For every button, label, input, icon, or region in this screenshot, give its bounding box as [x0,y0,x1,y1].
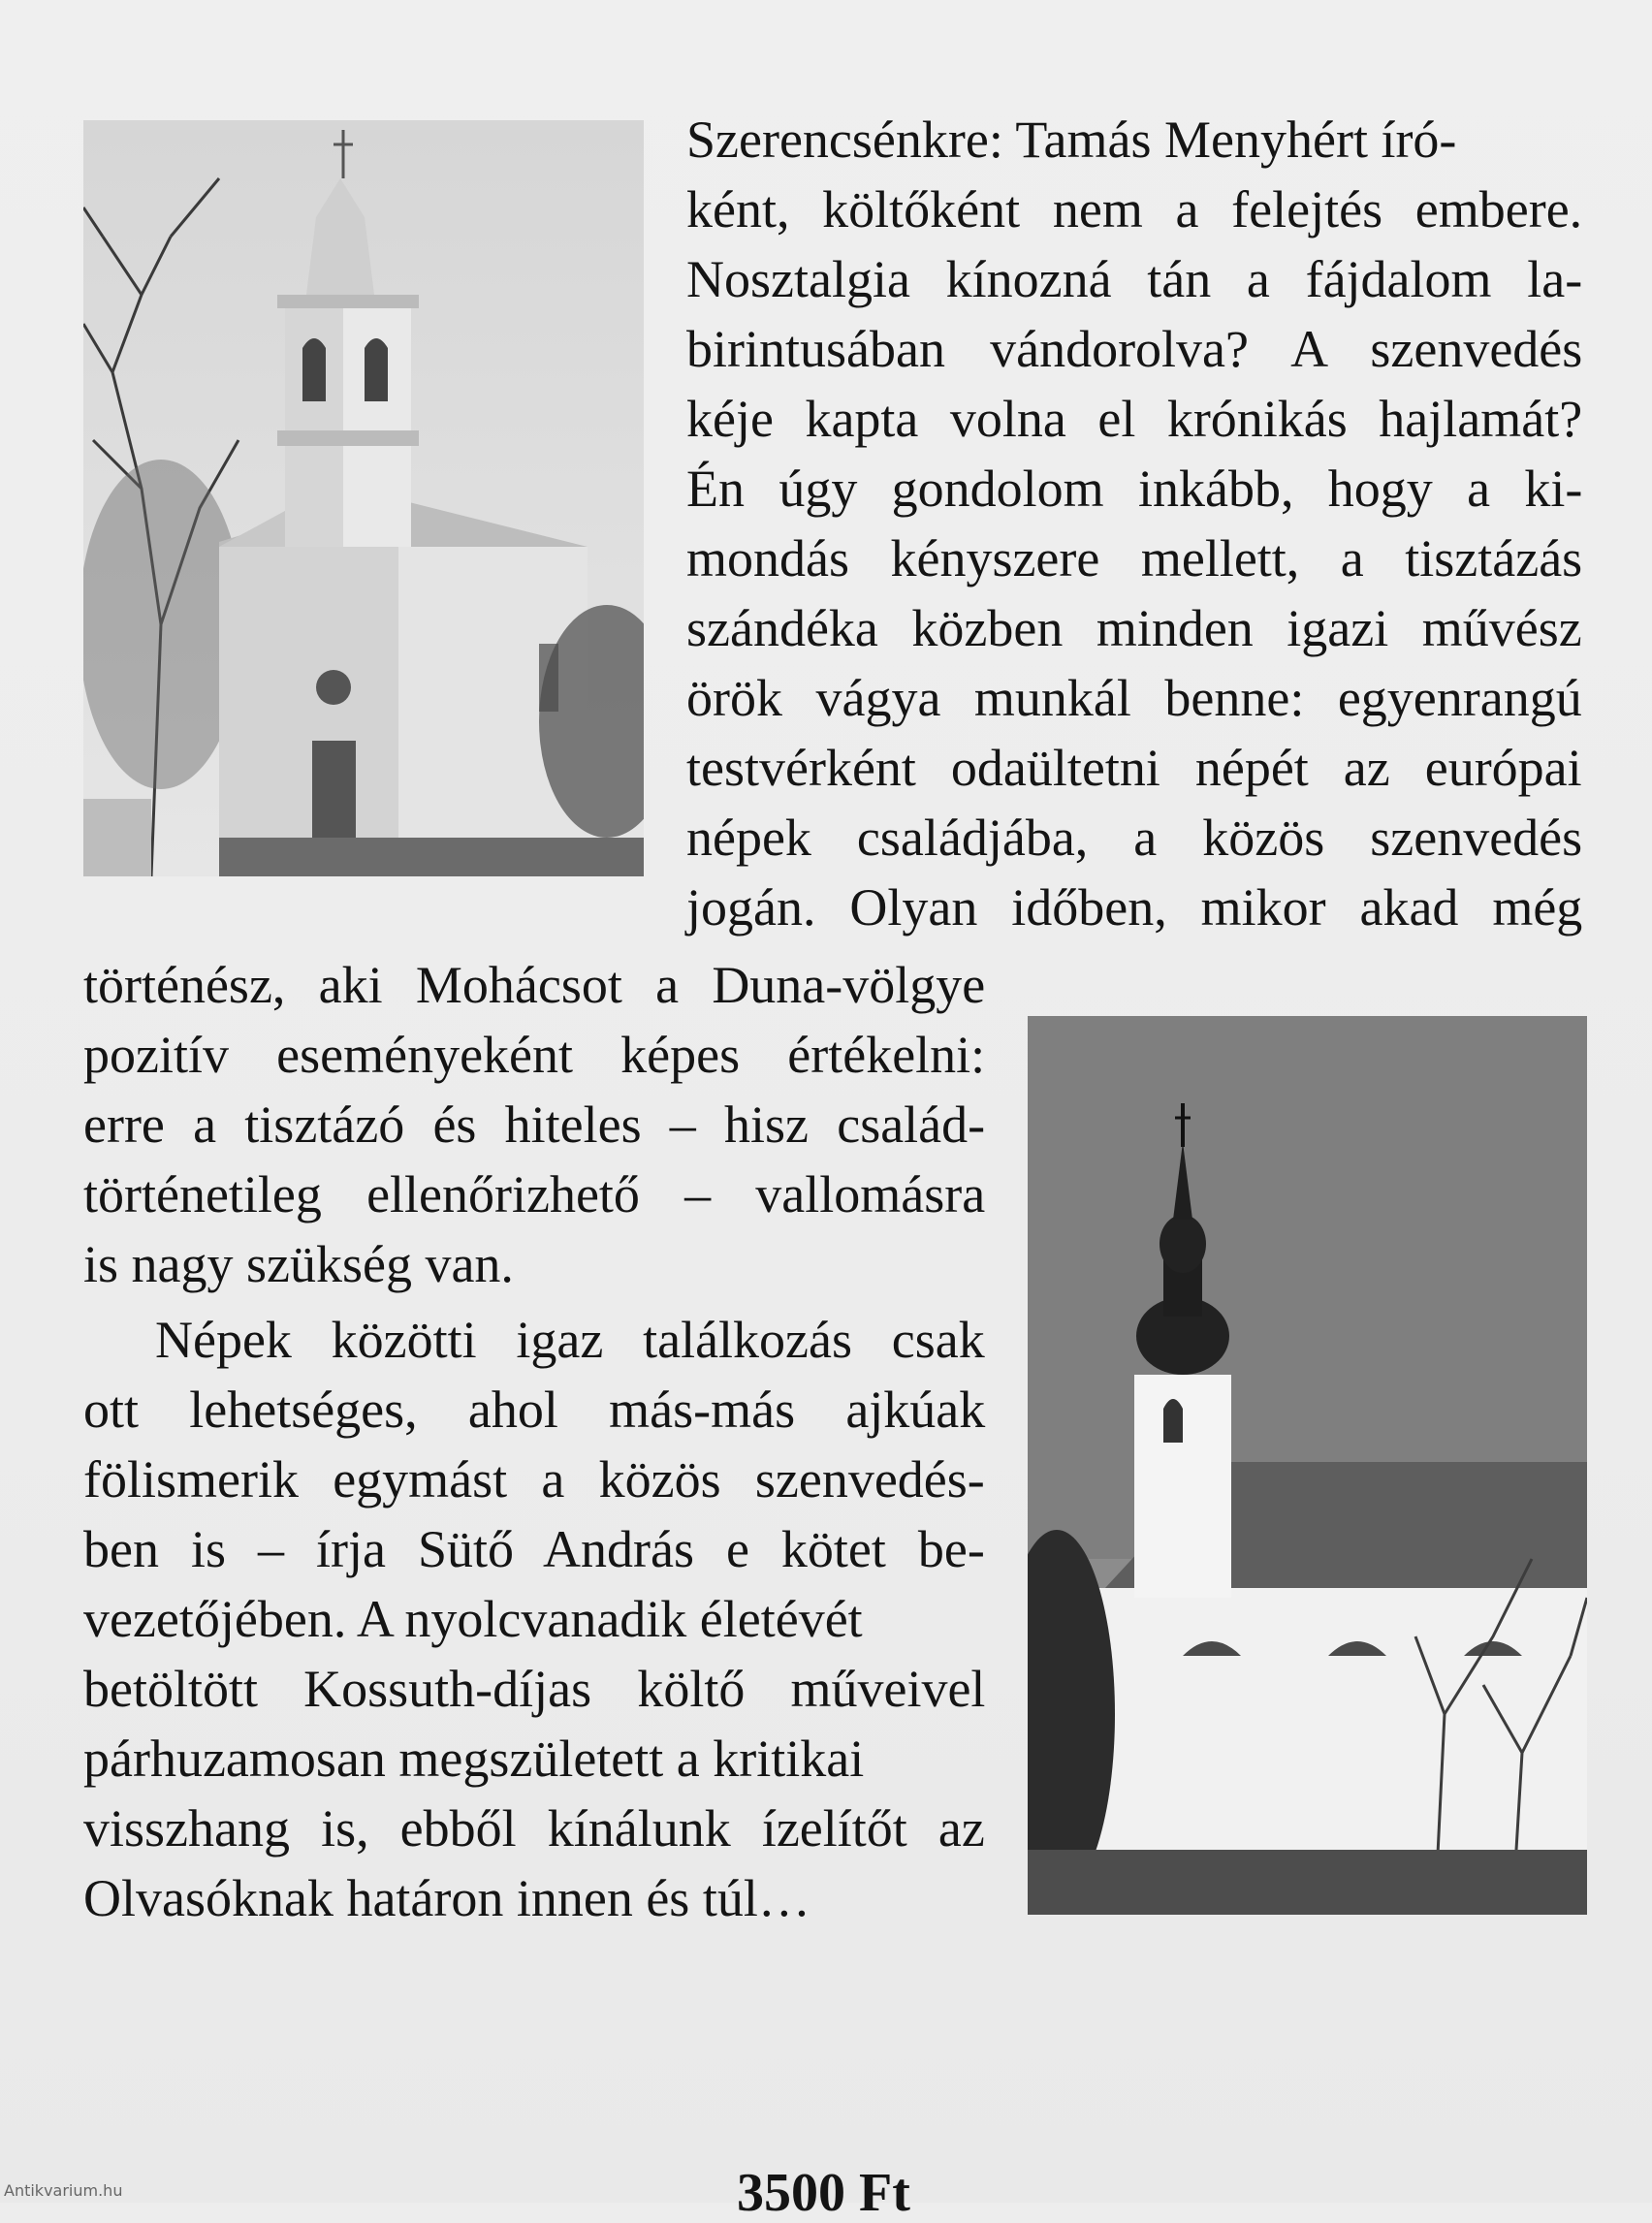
church-illustration-bottom [1028,1016,1587,1915]
text-line: Én úgy gondolom inkább, hogy a ki- [686,460,1583,518]
text-line: testvérként odaültetni népét az európai [686,739,1582,797]
text-line: vezetőjében. A nyolcvanadik életévét [83,1590,863,1648]
text-line: visszhang is, ebből kínálunk ízelítőt az [83,1799,985,1858]
watermark: Antikvarium.hu [4,2181,123,2200]
text-line: erre a tisztázó és hiteles – hisz család- [83,1096,986,1154]
text-line: történész, aki Mohácsot a Duna-völgye [83,956,986,1014]
church-illustration-top [83,120,644,876]
text-line: is nagy szükség van. [83,1235,514,1293]
church-photo-bottom [1028,1016,1587,1915]
text-line: Olvasóknak határon innen és túl… [83,1869,810,1927]
text-line: szándéka közben minden igazi művész [686,599,1582,657]
text-line: ott lehetséges, ahol más-más ajkúak [83,1381,986,1439]
text-line: történetileg ellenőrizhető – vallomásra [83,1165,986,1223]
text-line-content: Szerencsénkre: Tamás Menyhért író- [686,111,1457,169]
price-label: 3500 Ft [737,2163,910,2223]
text-line: ben is – írja Sütő András e kötet be- [83,1520,985,1578]
text-line: ként, költőként nem a felejtés embere. [686,180,1583,238]
text-line: örök vágya munkál benne: egyenrangú [686,669,1582,727]
text-line: fölismerik egymást a közös szenvedés- [83,1450,985,1508]
church-photo-top [83,120,644,876]
text-line: mondás kényszere mellett, a tisztázás [686,529,1583,588]
text-line: népek családjába, a közös szenvedés [686,809,1583,867]
text-line: kéje kapta volna el krónikás hajlamát? [686,390,1583,448]
text-line: jogán. Olyan időben, mikor akad még [686,878,1583,937]
text-line: Nosztalgia kínozná tán a fájdalom la- [686,250,1583,308]
text-line: betöltött Kossuth-díjas költő műveivel [83,1660,986,1718]
text-line [686,105,1582,175]
text-line: birintusában vándorolva? A szenvedés [686,320,1583,378]
paragraph-start-line: Népek közötti igaz találkozás csak [155,1311,985,1369]
text-line: pozitív eseményeként képes értékelni: [83,1026,986,1084]
text-line: párhuzamosan megszületett a kritikai [83,1730,865,1788]
